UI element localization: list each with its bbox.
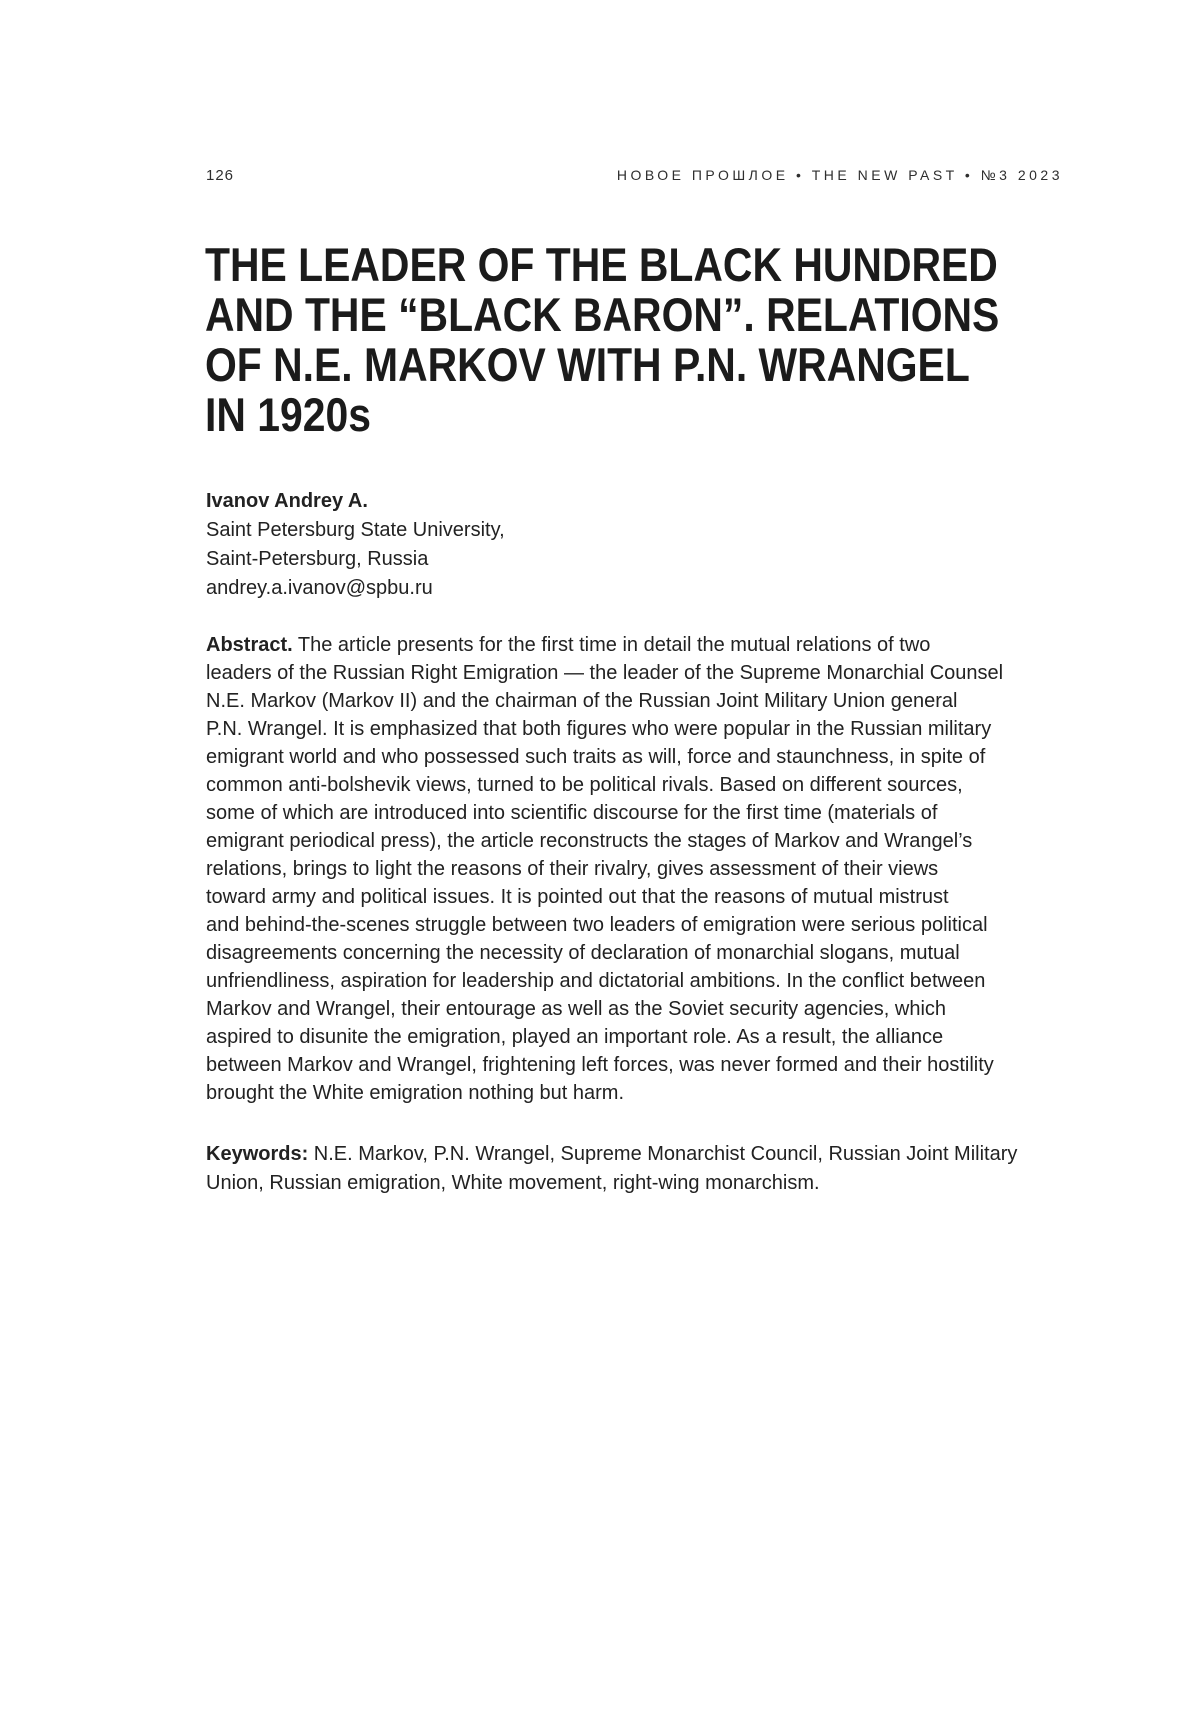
keywords-text: N.E. Markov, P.N. Wrangel, Supreme Monarchist Council, Russian Joint Military Union, Russian emigration, White movement, right-wing monarchism. <box>206 1143 1018 1194</box>
keywords-label: Keywords: <box>206 1143 309 1165</box>
running-head: НОВОЕ ПРОШЛОЕ • THE NEW PAST • №3 2023 <box>616 167 1063 183</box>
article-title: THE LEADER OF THE BLACK HUNDRED AND THE “BLACK BARON”. RELATIONS OF N.E. MARKOV WITH P.N. WRANGEL IN 1920s <box>205 238 1000 441</box>
author-email: andrey.a.ivanov@spbu.ru <box>206 577 433 599</box>
author-block <box>206 487 505 603</box>
abstract-text: The article presents for the first time in detail the mutual relations of two leaders of the Russian Right Emigration — the leader of the Supreme Monarchial Counsel N.E. Markov (Markov II) and the chairman of the Russian Joint Military Union general P.N. Wrangel. It is emphasized that both figures who were popular in the Russian military emigrant world and who possessed such traits as will, force and staunchness, in spite of common anti-bolshevik views, turned to be political rivals. Based on different sources, some of which are introduced into scientific discourse for the first time (materials of emigrant periodical press), the article reconstructs the stages of Markov and Wrangel’s relations, brings to light the reasons of their rivalry, gives assessment of their views toward army and political issues. It is pointed out that the reasons of mutual mistrust and behind-the-scenes struggle between two leaders of emigration were serious political disagreements concerning the necessity of declaration of monarchial slogans, mutual unfriendliness, aspiration for leadership and dictatorial ambitions. In the conflict between Markov and Wrangel, their entourage as well as the Soviet security agencies, which aspired to disunite the emigration, played an important role. As a result, the alliance between Markov and Wrangel, frightening left forces, was never formed and their hostility brought the White emigration nothing but harm. <box>206 634 1004 1104</box>
page-number: 126 <box>206 167 235 184</box>
keywords <box>206 1140 1017 1198</box>
author-affiliation-line1: Saint Petersburg State University, <box>206 519 505 541</box>
author-name: Ivanov Andrey A. <box>206 490 368 512</box>
abstract <box>206 631 1003 1107</box>
abstract-label: Abstract. <box>206 634 293 656</box>
author-affiliation-line2: Saint-Petersburg, Russia <box>206 548 429 570</box>
page-header <box>206 167 1063 184</box>
